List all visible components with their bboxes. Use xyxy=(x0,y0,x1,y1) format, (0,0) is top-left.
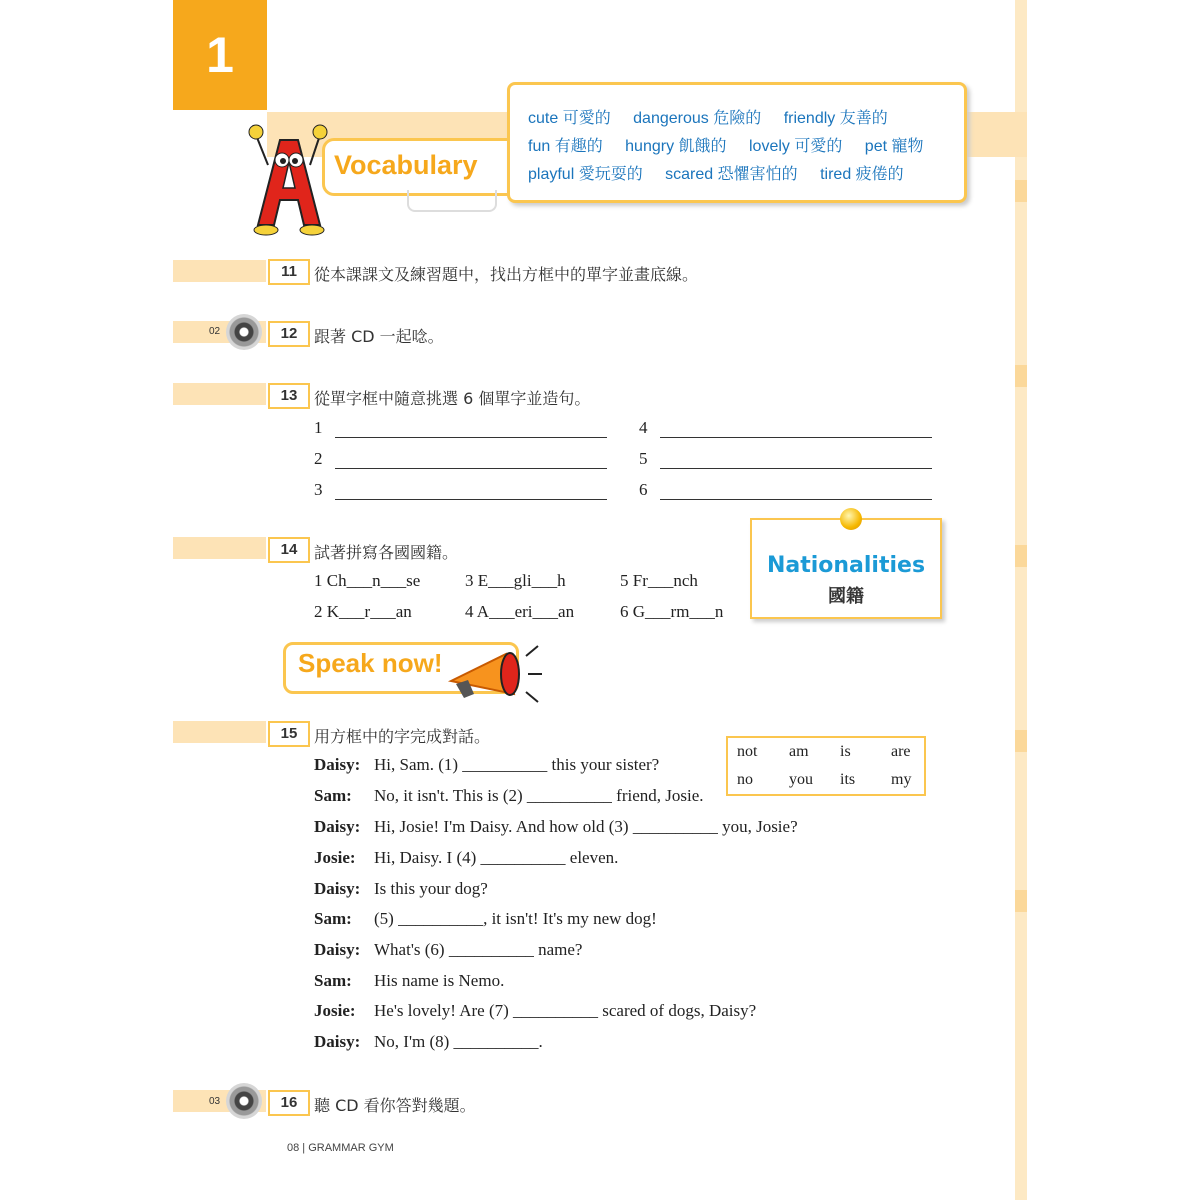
question-number: 15 xyxy=(268,721,310,747)
vocab-word: lovely 可愛的 xyxy=(748,138,843,155)
dialogue-line[interactable]: Daisy: Hi, Josie! I'm Daisy. And how old (3) __________ you, Josie? xyxy=(314,817,798,836)
question-instruction: 用方框中的字完成對話。 xyxy=(314,727,491,746)
question-number: 11 xyxy=(268,259,310,285)
word-bank-item: my xyxy=(891,771,912,788)
dialogue-line[interactable]: Sam: No, it isn't. This is (2) __________ friend, Josie. xyxy=(314,786,704,805)
nationalities-title: Nationalities xyxy=(766,553,926,578)
word-bank-item: not xyxy=(737,743,758,760)
sentence-line[interactable]: 3 xyxy=(314,480,607,500)
dialogue-line[interactable]: Josie: Hi, Daisy. I (4) __________ eleven. xyxy=(314,848,619,867)
dialogue-line[interactable]: Daisy: Is this your dog? xyxy=(314,879,488,898)
question-instruction: 聽 CD 看你答對幾題。 xyxy=(314,1096,476,1115)
sentence-line[interactable]: 4 xyxy=(639,418,932,438)
megaphone-icon xyxy=(446,636,546,706)
sentence-line[interactable]: 6 xyxy=(639,480,932,500)
dialogue-line[interactable]: Josie: He's lovely! Are (7) __________ scared of dogs, Daisy? xyxy=(314,1001,757,1020)
cd-track-label: 03 xyxy=(209,1096,221,1107)
word-bank-item: no xyxy=(737,771,753,788)
vocab-word: friendly 友善的 xyxy=(783,110,888,127)
vocabulary-title: Vocabulary xyxy=(334,150,478,180)
vocabulary-tab-shadow xyxy=(407,190,497,212)
sentence-line[interactable]: 1 xyxy=(314,418,607,438)
sentence-line[interactable]: 5 xyxy=(639,449,932,469)
vocabulary-box xyxy=(507,82,967,203)
question-number: 16 xyxy=(268,1090,310,1116)
question-instruction: 試著拼寫各國國籍。 xyxy=(314,543,459,562)
question-band xyxy=(173,383,266,405)
word-bank-item: you xyxy=(789,771,813,788)
word-bank-item: am xyxy=(789,743,809,760)
vocab-word: cute 可愛的 xyxy=(528,110,611,127)
page-footer: 08 | GRAMMAR GYM xyxy=(287,1142,394,1154)
dialogue-line[interactable]: Sam: His name is Nemo. xyxy=(314,971,505,990)
dialogue-line[interactable]: Daisy: No, I'm (8) __________. xyxy=(314,1032,543,1051)
dialogue-line[interactable]: Daisy: Hi, Sam. (1) __________ this your sister? xyxy=(314,755,660,774)
word-bank-item: is xyxy=(840,743,851,760)
unit-number: 1 xyxy=(173,0,267,110)
pushpin-icon xyxy=(840,508,862,530)
question-band xyxy=(173,537,266,559)
spelling-item[interactable]: 1 Ch___n___se xyxy=(314,571,421,590)
vocab-word: fun 有趣的 xyxy=(528,138,603,155)
vocabulary-row-3 xyxy=(528,161,922,184)
dialogue-line[interactable]: Sam: (5) __________, it isn't! It's my new dog! xyxy=(314,909,657,928)
spelling-item[interactable]: 4 A___eri___an xyxy=(465,602,575,621)
question-number: 14 xyxy=(268,537,310,563)
cd-icon xyxy=(226,314,262,350)
vocab-word: pet 寵物 xyxy=(864,138,924,155)
nationalities-note xyxy=(750,518,942,619)
cd-track-label: 02 xyxy=(209,326,221,337)
vocabulary-row-2 xyxy=(528,133,942,156)
sentence-line[interactable]: 2 xyxy=(314,449,607,469)
dialogue-line[interactable]: Daisy: What's (6) __________ name? xyxy=(314,940,583,959)
vocab-word: hungry 飢餓的 xyxy=(625,138,727,155)
question-number: 12 xyxy=(268,321,310,347)
vocab-word: playful 愛玩耍的 xyxy=(528,166,643,183)
speak-now-title: Speak now! xyxy=(298,648,443,678)
vocabulary-row-1 xyxy=(528,105,906,128)
page-edge-strip xyxy=(1015,0,1027,1200)
question-instruction: 跟著 CD 一起唸。 xyxy=(314,327,444,346)
question-number: 13 xyxy=(268,383,310,409)
spelling-item[interactable]: 5 Fr___nch xyxy=(620,571,698,590)
spelling-item[interactable]: 2 K___r___an xyxy=(314,602,412,621)
vocab-word: dangerous 危險的 xyxy=(633,110,762,127)
question-band xyxy=(173,721,266,743)
question-instruction: 從本課課文及練習題中，找出方框中的單字並畫底線。 xyxy=(314,265,699,284)
vocab-word: scared 恐懼害怕的 xyxy=(665,166,798,183)
word-bank-item: its xyxy=(840,771,856,788)
word-bank-item: are xyxy=(891,743,911,760)
question-band xyxy=(173,260,266,282)
nationalities-subtitle: 國籍 xyxy=(828,586,864,607)
cd-icon xyxy=(226,1083,262,1119)
vocab-word: tired 疲倦的 xyxy=(820,166,904,183)
spelling-item[interactable]: 6 G___rm___n xyxy=(620,602,724,621)
spelling-item[interactable]: 3 E___gli___h xyxy=(465,571,566,590)
question-instruction: 從單字框中隨意挑選 6 個單字並造句。 xyxy=(314,389,591,408)
word-bank-box xyxy=(726,736,926,796)
